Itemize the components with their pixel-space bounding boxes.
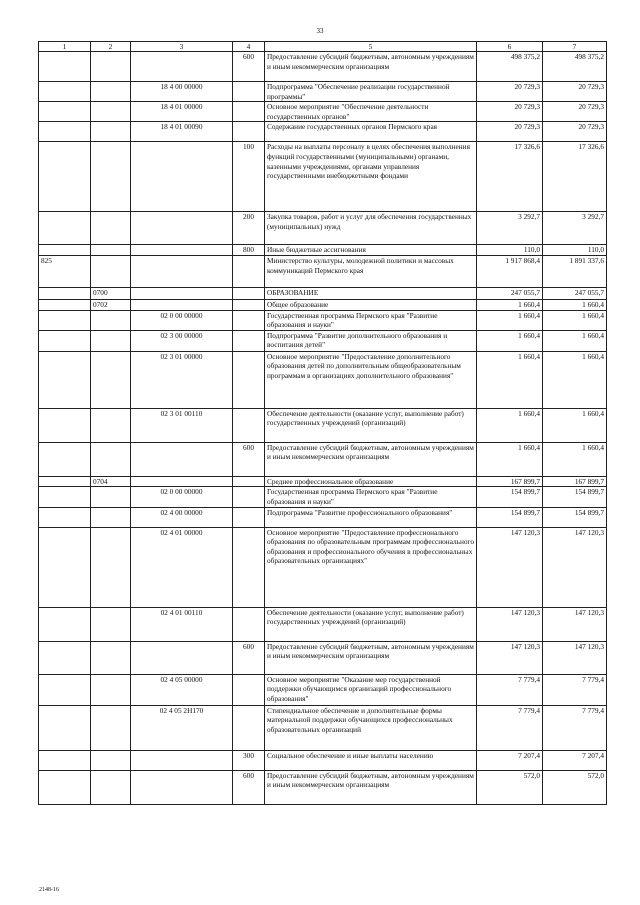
header-row (39, 42, 607, 52)
table-row (39, 674, 607, 705)
cell-value-col6: 498 375,2 (477, 52, 543, 82)
cell-col1 (39, 102, 91, 122)
cell-section (91, 310, 131, 330)
cell-section (91, 255, 131, 287)
table-row (39, 527, 607, 607)
cell-target-article (131, 255, 233, 287)
cell-expense-type (233, 330, 265, 351)
cell-target-article: 02 3 01 00110 (131, 408, 233, 442)
cell-value-col7: 498 375,2 (543, 52, 607, 82)
cell-expense-type: 600 (233, 641, 265, 674)
column-header: 2 (91, 42, 131, 52)
cell-name: Министерство культуры, молодежной политики и массовых коммуникаций Пермского края (265, 255, 477, 287)
cell-name: Предоставление субсидий бюджетным, автономным учреждениям и иным некоммерческим организациям (265, 442, 477, 476)
cell-target-article (131, 299, 233, 310)
budget-table (38, 41, 607, 805)
cell-value-col6: 147 120,3 (477, 641, 543, 674)
cell-value-col6: 20 729,3 (477, 122, 543, 142)
cell-col1 (39, 476, 91, 487)
cell-value-col7: 20 729,3 (543, 122, 607, 142)
cell-value-col7: 1 891 337,6 (543, 255, 607, 287)
cell-section (91, 705, 131, 750)
cell-target-article: 02 0 00 00000 (131, 310, 233, 330)
cell-col1 (39, 299, 91, 310)
cell-name: Предоставление субсидий бюджетным, автономным учреждениям и иным некоммерческим организациям (265, 52, 477, 82)
cell-value-col7: 1 660,4 (543, 299, 607, 310)
table-row (39, 245, 607, 256)
cell-target-article (131, 641, 233, 674)
table-row (39, 750, 607, 770)
table-row (39, 507, 607, 527)
cell-target-article: 18 4 00 00000 (131, 82, 233, 102)
table-row (39, 52, 607, 82)
cell-expense-type (233, 255, 265, 287)
cell-value-col6: 167 899,7 (477, 476, 543, 487)
cell-target-article: 02 0 00 00000 (131, 487, 233, 507)
cell-section (91, 408, 131, 442)
cell-value-col7: 572,0 (543, 770, 607, 804)
page-number: 33 (316, 27, 324, 35)
cell-name: Государственная программа Пермского края "Развитие образования и науки" (265, 487, 477, 507)
cell-expense-type: 600 (233, 770, 265, 804)
cell-expense-type: 600 (233, 52, 265, 82)
cell-section (91, 351, 131, 408)
cell-expense-type (233, 674, 265, 705)
cell-name: Основное мероприятие "Предоставление дополнительного образования детей по дополнительным общеобразовательным программам в организациях дополнительного образования" (265, 351, 477, 408)
cell-value-col7: 154 899,7 (543, 507, 607, 527)
cell-expense-type (233, 299, 265, 310)
column-header: 7 (543, 42, 607, 52)
cell-value-col7: 1 660,4 (543, 310, 607, 330)
cell-value-col6: 7 779,4 (477, 674, 543, 705)
cell-target-article (131, 476, 233, 487)
cell-target-article (131, 287, 233, 299)
cell-col1 (39, 705, 91, 750)
cell-section (91, 527, 131, 607)
cell-col1 (39, 641, 91, 674)
cell-section (91, 507, 131, 527)
cell-expense-type (233, 351, 265, 408)
cell-col1 (39, 212, 91, 245)
cell-section: 0704 (91, 476, 131, 487)
cell-value-col7: 17 326,6 (543, 142, 607, 212)
cell-section (91, 52, 131, 82)
table-row (39, 330, 607, 351)
table-row (39, 487, 607, 507)
cell-section (91, 487, 131, 507)
cell-expense-type: 100 (233, 142, 265, 212)
table-row (39, 102, 607, 122)
cell-target-article (131, 442, 233, 476)
cell-value-col6: 154 899,7 (477, 487, 543, 507)
cell-col1 (39, 750, 91, 770)
cell-section (91, 641, 131, 674)
cell-col1 (39, 527, 91, 607)
cell-target-article: 02 4 00 00000 (131, 507, 233, 527)
table-row (39, 442, 607, 476)
cell-expense-type: 600 (233, 442, 265, 476)
cell-section (91, 770, 131, 804)
cell-name: ОБРАЗОВАНИЕ (265, 287, 477, 299)
cell-col1 (39, 287, 91, 299)
cell-target-article (131, 750, 233, 770)
cell-value-col6: 17 326,6 (477, 142, 543, 212)
cell-section (91, 750, 131, 770)
cell-name: Стипендиальное обеспечение и дополнительные формы материальной поддержки обучающихся профессиональных образовательных организаций (265, 705, 477, 750)
cell-section (91, 442, 131, 476)
cell-name: Предоставление субсидий бюджетным, автономным учреждениям и иным некоммерческим организациям (265, 641, 477, 674)
cell-col1 (39, 52, 91, 82)
cell-value-col6: 1 660,4 (477, 351, 543, 408)
cell-section: 0702 (91, 299, 131, 310)
cell-name: Обеспечение деятельности (оказание услуг, выполнение работ) государственных учреждений (организаций) (265, 408, 477, 442)
cell-col1 (39, 330, 91, 351)
table-row (39, 310, 607, 330)
cell-value-col6: 1 660,4 (477, 310, 543, 330)
cell-value-col7: 167 899,7 (543, 476, 607, 487)
cell-col1 (39, 310, 91, 330)
table-row (39, 255, 607, 287)
cell-col1 (39, 674, 91, 705)
cell-value-col7: 20 729,3 (543, 102, 607, 122)
table-row (39, 287, 607, 299)
cell-section (91, 607, 131, 641)
cell-expense-type (233, 287, 265, 299)
cell-value-col7: 110,0 (543, 245, 607, 256)
cell-col1 (39, 122, 91, 142)
cell-value-col6: 7 779,4 (477, 705, 543, 750)
cell-name: Иные бюджетные ассигнования (265, 245, 477, 256)
cell-target-article: 18 4 01 00000 (131, 102, 233, 122)
cell-expense-type (233, 82, 265, 102)
cell-value-col6: 3 292,7 (477, 212, 543, 245)
cell-value-col7: 1 660,4 (543, 330, 607, 351)
cell-col1 (39, 607, 91, 641)
cell-col1 (39, 82, 91, 102)
cell-col1 (39, 770, 91, 804)
cell-target-article: 02 4 05 2Н170 (131, 705, 233, 750)
cell-col1 (39, 408, 91, 442)
cell-value-col7: 7 779,4 (543, 705, 607, 750)
cell-value-col7: 147 120,3 (543, 527, 607, 607)
footer-code: 2148-16 (39, 887, 59, 893)
cell-name: Предоставление субсидий бюджетным, автономным учреждениям и иным некоммерческим организациям (265, 770, 477, 804)
cell-target-article: 02 3 00 00000 (131, 330, 233, 351)
table-row (39, 351, 607, 408)
cell-col1 (39, 507, 91, 527)
cell-value-col7: 7 207,4 (543, 750, 607, 770)
column-header: 6 (477, 42, 543, 52)
cell-section (91, 82, 131, 102)
table-row (39, 212, 607, 245)
cell-name: Основное мероприятие "Обеспечение деятельности государственных органов" (265, 102, 477, 122)
table-row (39, 122, 607, 142)
cell-col1 (39, 351, 91, 408)
cell-value-col6: 1 660,4 (477, 299, 543, 310)
cell-section (91, 212, 131, 245)
cell-target-article: 02 3 01 00000 (131, 351, 233, 408)
cell-expense-type (233, 122, 265, 142)
column-header: 5 (265, 42, 477, 52)
cell-value-col7: 20 729,3 (543, 82, 607, 102)
cell-col1 (39, 142, 91, 212)
table-row (39, 770, 607, 804)
cell-expense-type: 200 (233, 212, 265, 245)
cell-col1 (39, 487, 91, 507)
cell-col1 (39, 442, 91, 476)
cell-value-col6: 110,0 (477, 245, 543, 256)
cell-value-col6: 1 917 868,4 (477, 255, 543, 287)
cell-name: Закупка товаров, работ и услуг для обеспечения государственных (муниципальных) нужд (265, 212, 477, 245)
cell-name: Государственная программа Пермского края "Развитие образования и науки" (265, 310, 477, 330)
cell-value-col6: 247 055,7 (477, 287, 543, 299)
cell-expense-type (233, 310, 265, 330)
table-row (39, 607, 607, 641)
cell-value-col7: 1 660,4 (543, 408, 607, 442)
table-row (39, 299, 607, 310)
cell-expense-type (233, 476, 265, 487)
cell-section (91, 102, 131, 122)
cell-target-article: 02 4 01 00110 (131, 607, 233, 641)
cell-value-col6: 147 120,3 (477, 607, 543, 641)
cell-section: 0700 (91, 287, 131, 299)
cell-value-col7: 1 660,4 (543, 442, 607, 476)
cell-expense-type (233, 705, 265, 750)
cell-expense-type (233, 507, 265, 527)
cell-value-col6: 572,0 (477, 770, 543, 804)
cell-value-col6: 154 899,7 (477, 507, 543, 527)
cell-section (91, 142, 131, 212)
cell-value-col7: 1 660,4 (543, 351, 607, 408)
cell-value-col7: 247 055,7 (543, 287, 607, 299)
cell-target-article (131, 212, 233, 245)
cell-value-col6: 147 120,3 (477, 527, 543, 607)
cell-expense-type (233, 408, 265, 442)
cell-expense-type (233, 487, 265, 507)
cell-name: Среднее профессиональное образование (265, 476, 477, 487)
cell-target-article: 02 4 05 00000 (131, 674, 233, 705)
table-row (39, 476, 607, 487)
cell-value-col6: 20 729,3 (477, 102, 543, 122)
cell-name: Подпрограмма "Развитие профессионального образования" (265, 507, 477, 527)
cell-name: Содержание государственных органов Пермского края (265, 122, 477, 142)
cell-name: Подпрограмма "Обеспечение реализации государственной программы" (265, 82, 477, 102)
table-row (39, 408, 607, 442)
column-header: 1 (39, 42, 91, 52)
cell-expense-type: 800 (233, 245, 265, 256)
cell-value-col7: 154 899,7 (543, 487, 607, 507)
cell-name: Основное мероприятие "Предоставление профессионального образования по образовательным программам профессионального образования и профессионального обучения в профессиональных образовательных организациях" (265, 527, 477, 607)
cell-expense-type: 300 (233, 750, 265, 770)
cell-target-article (131, 142, 233, 212)
table-row (39, 705, 607, 750)
cell-target-article: 02 4 01 00000 (131, 527, 233, 607)
cell-value-col7: 147 120,3 (543, 641, 607, 674)
cell-value-col6: 1 660,4 (477, 408, 543, 442)
cell-expense-type (233, 102, 265, 122)
cell-value-col6: 1 660,4 (477, 330, 543, 351)
column-header: 4 (233, 42, 265, 52)
cell-section (91, 122, 131, 142)
cell-value-col6: 20 729,3 (477, 82, 543, 102)
cell-name: Общее образование (265, 299, 477, 310)
cell-value-col7: 7 779,4 (543, 674, 607, 705)
table-row (39, 82, 607, 102)
cell-name: Расходы на выплаты персоналу в целях обеспечения выполнения функций государственными (муниципальными) органами, казенными учреждениями, органами управления государственными внебюджетными фондами (265, 142, 477, 212)
cell-target-article (131, 245, 233, 256)
cell-section (91, 674, 131, 705)
cell-expense-type (233, 527, 265, 607)
cell-value-col7: 3 292,7 (543, 212, 607, 245)
cell-name: Обеспечение деятельности (оказание услуг, выполнение работ) государственных учреждений (организаций) (265, 607, 477, 641)
cell-expense-type (233, 607, 265, 641)
cell-target-article (131, 52, 233, 82)
table-body (39, 52, 607, 805)
cell-name: Социальное обеспечение и иные выплаты населению (265, 750, 477, 770)
table-row (39, 142, 607, 212)
table-row (39, 641, 607, 674)
cell-target-article: 18 4 01 00090 (131, 122, 233, 142)
cell-name: Основное мероприятие "Оказание мер государственной поддержки обучающимся организаций профессионального образования" (265, 674, 477, 705)
cell-section (91, 245, 131, 256)
cell-section (91, 330, 131, 351)
column-header: 3 (131, 42, 233, 52)
cell-name: Подпрограмма "Развитие дополнительного образования и воспитания детей" (265, 330, 477, 351)
cell-col1 (39, 245, 91, 256)
cell-target-article (131, 770, 233, 804)
cell-value-col6: 7 207,4 (477, 750, 543, 770)
cell-col1: 825 (39, 255, 91, 287)
cell-value-col6: 1 660,4 (477, 442, 543, 476)
cell-value-col7: 147 120,3 (543, 607, 607, 641)
